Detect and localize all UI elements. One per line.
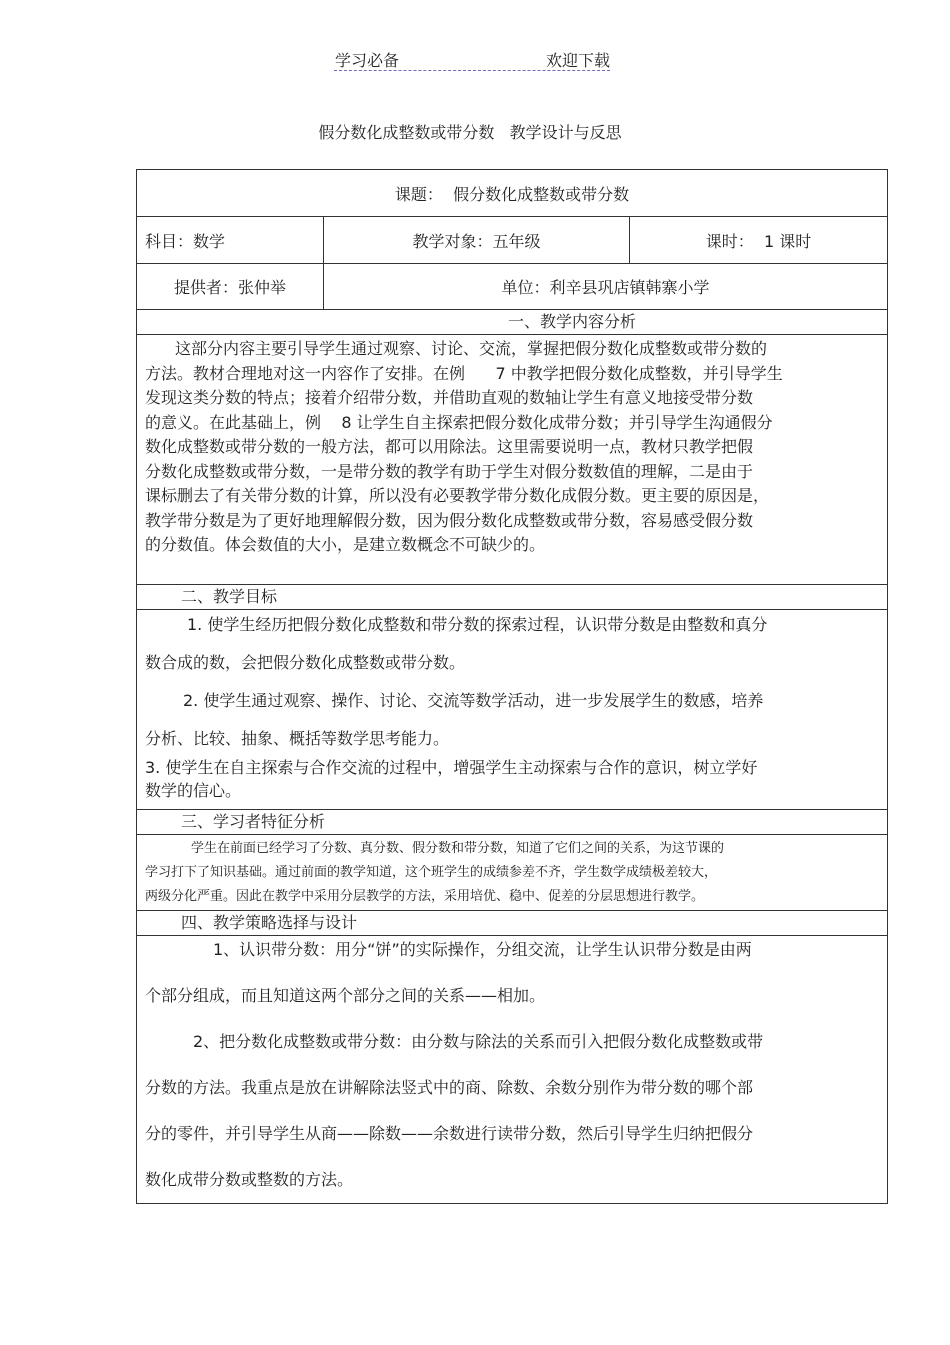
s4-p2-line-3: 分的零件，并引导学生从商——除数——余数进行读带分数，然后引导学生归纳把假分: [145, 1124, 754, 1143]
topic-text: 课题： 假分数化成整数或带分数: [394, 184, 630, 204]
goal-3-line-2: 数学的信心。: [145, 781, 242, 800]
section-2-title: [137, 585, 888, 610]
lesson-plan-table: [136, 169, 888, 1204]
s1-line: 分数化成整数或带分数，一是带分数的教学有助于学生对假分数数值的理解，二是由于: [145, 461, 754, 481]
s4-p1-line-1: 1、认识带分数：用分“饼”的实际操作，分组交流，让学生认识带分数是由两: [213, 940, 752, 959]
section-1-title: [137, 310, 888, 335]
subject-cell: [137, 217, 324, 264]
s1-line: 方法。教材合理地对这一内容作了安排。在例 7 中教学把假分数化成整数，并引导学生: [145, 363, 783, 383]
hours-cell: [630, 217, 888, 264]
s4-p1-line-2: 个部分组成，而且知道这两个部分之间的关系——相加。: [145, 986, 546, 1005]
s1-line: 教学带分数是为了更好地理解假分数，因为假分数化成整数或带分数，容易感受假分数: [145, 510, 754, 530]
s3-line: 学生在前面已经学习了分数、真分数、假分数和带分数，知道了它们之间的关系，为这节课的: [191, 841, 725, 856]
section-3-title-text: 三、学习者特征分析: [181, 812, 326, 831]
s1-line: 的分数值。体会数值的大小，是建立数概念不可缺少的。: [145, 535, 546, 554]
audience-cell: [324, 217, 630, 264]
unit-text: 单位：利辛县巩店镇韩寨小学: [501, 278, 710, 297]
page-header: [334, 48, 610, 71]
section-1-body: [137, 335, 888, 585]
subject-text: 科目：数学: [145, 231, 226, 251]
section-3-title: [137, 810, 888, 835]
s4-p2-line-4: 数化成带分数或整数的方法。: [145, 1170, 354, 1189]
section-2-body: [137, 610, 888, 810]
hours-text: 课时： 1 课时: [705, 231, 812, 251]
s3-line: 两级分化严重。因此在教学中采用分层教学的方法，采用培优、稳中、促差的分层思想进行教学。: [145, 889, 705, 904]
section-4-body: [137, 936, 888, 1204]
s1-line: 发现这类分数的特点；接着介绍带分数，并借助直观的数轴让学生有意义地接受带分数: [145, 388, 754, 407]
section-4-title: [137, 911, 888, 936]
goal-1-line-2: 数合成的数，会把假分数化成整数或带分数。: [145, 653, 466, 672]
s4-p2-line-2: 分数的方法。我重点是放在讲解除法竖式中的商、除数、余数分别作为带分数的哪个部: [145, 1078, 754, 1097]
section-4-title-text: 四、教学策略选择与设计: [181, 913, 358, 932]
header-right-text: 欢迎下载: [545, 51, 610, 70]
audience-text: 教学对象：五年级: [412, 231, 541, 251]
topic-cell: [137, 170, 888, 217]
s1-line: 的意义。在此基础上，例 8 让学生自主探索把假分数化成带分数；并引导学生沟通假分: [145, 412, 773, 432]
document-title: 假分数化成整数或带分数 教学设计与反思: [318, 123, 622, 142]
section-2-title-text: 二、教学目标: [181, 587, 278, 606]
provider-text: 提供者：张仲举: [173, 278, 286, 297]
provider-cell: [137, 264, 324, 310]
header-left-text: 学习必备: [335, 51, 400, 70]
goal-2-line-2: 分析、比较、抽象、概括等数学思考能力。: [145, 729, 450, 748]
goal-2-line-1: 2. 使学生通过观察、操作、讨论、交流等数学活动，进一步发展学生的数感，培养: [183, 691, 764, 710]
s3-line: 学习打下了知识基础。通过前面的教学知道，这个班学生的成绩参差不齐，学生数学成绩极差较大，: [145, 865, 718, 880]
goal-1-line-1: 1. 使学生经历把假分数化成整数和带分数的探索过程，认识带分数是由整数和真分: [187, 615, 768, 634]
goal-3-line-1: 3. 使学生在自主探索与合作交流的过程中，增强学生主动探索与合作的意识，树立学好: [145, 758, 758, 777]
section-3-body: [137, 835, 888, 911]
s4-p2-line-1: 2、把分数化成整数或带分数：由分数与除法的关系而引入把假分数化成整数或带: [193, 1032, 764, 1051]
section-1-title-text: 一、教学内容分析: [508, 312, 637, 331]
s1-line: 课标删去了有关带分数的计算，所以没有必要教学带分数化成假分数。更主要的原因是，: [145, 486, 770, 505]
unit-cell: [324, 264, 888, 310]
s1-line: 这部分内容主要引导学生通过观察、讨论、交流，掌握把假分数化成整数或带分数的: [175, 339, 768, 358]
s1-line: 数化成整数或带分数的一般方法，都可以用除法。这里需要说明一点，教材只教学把假: [145, 437, 754, 456]
